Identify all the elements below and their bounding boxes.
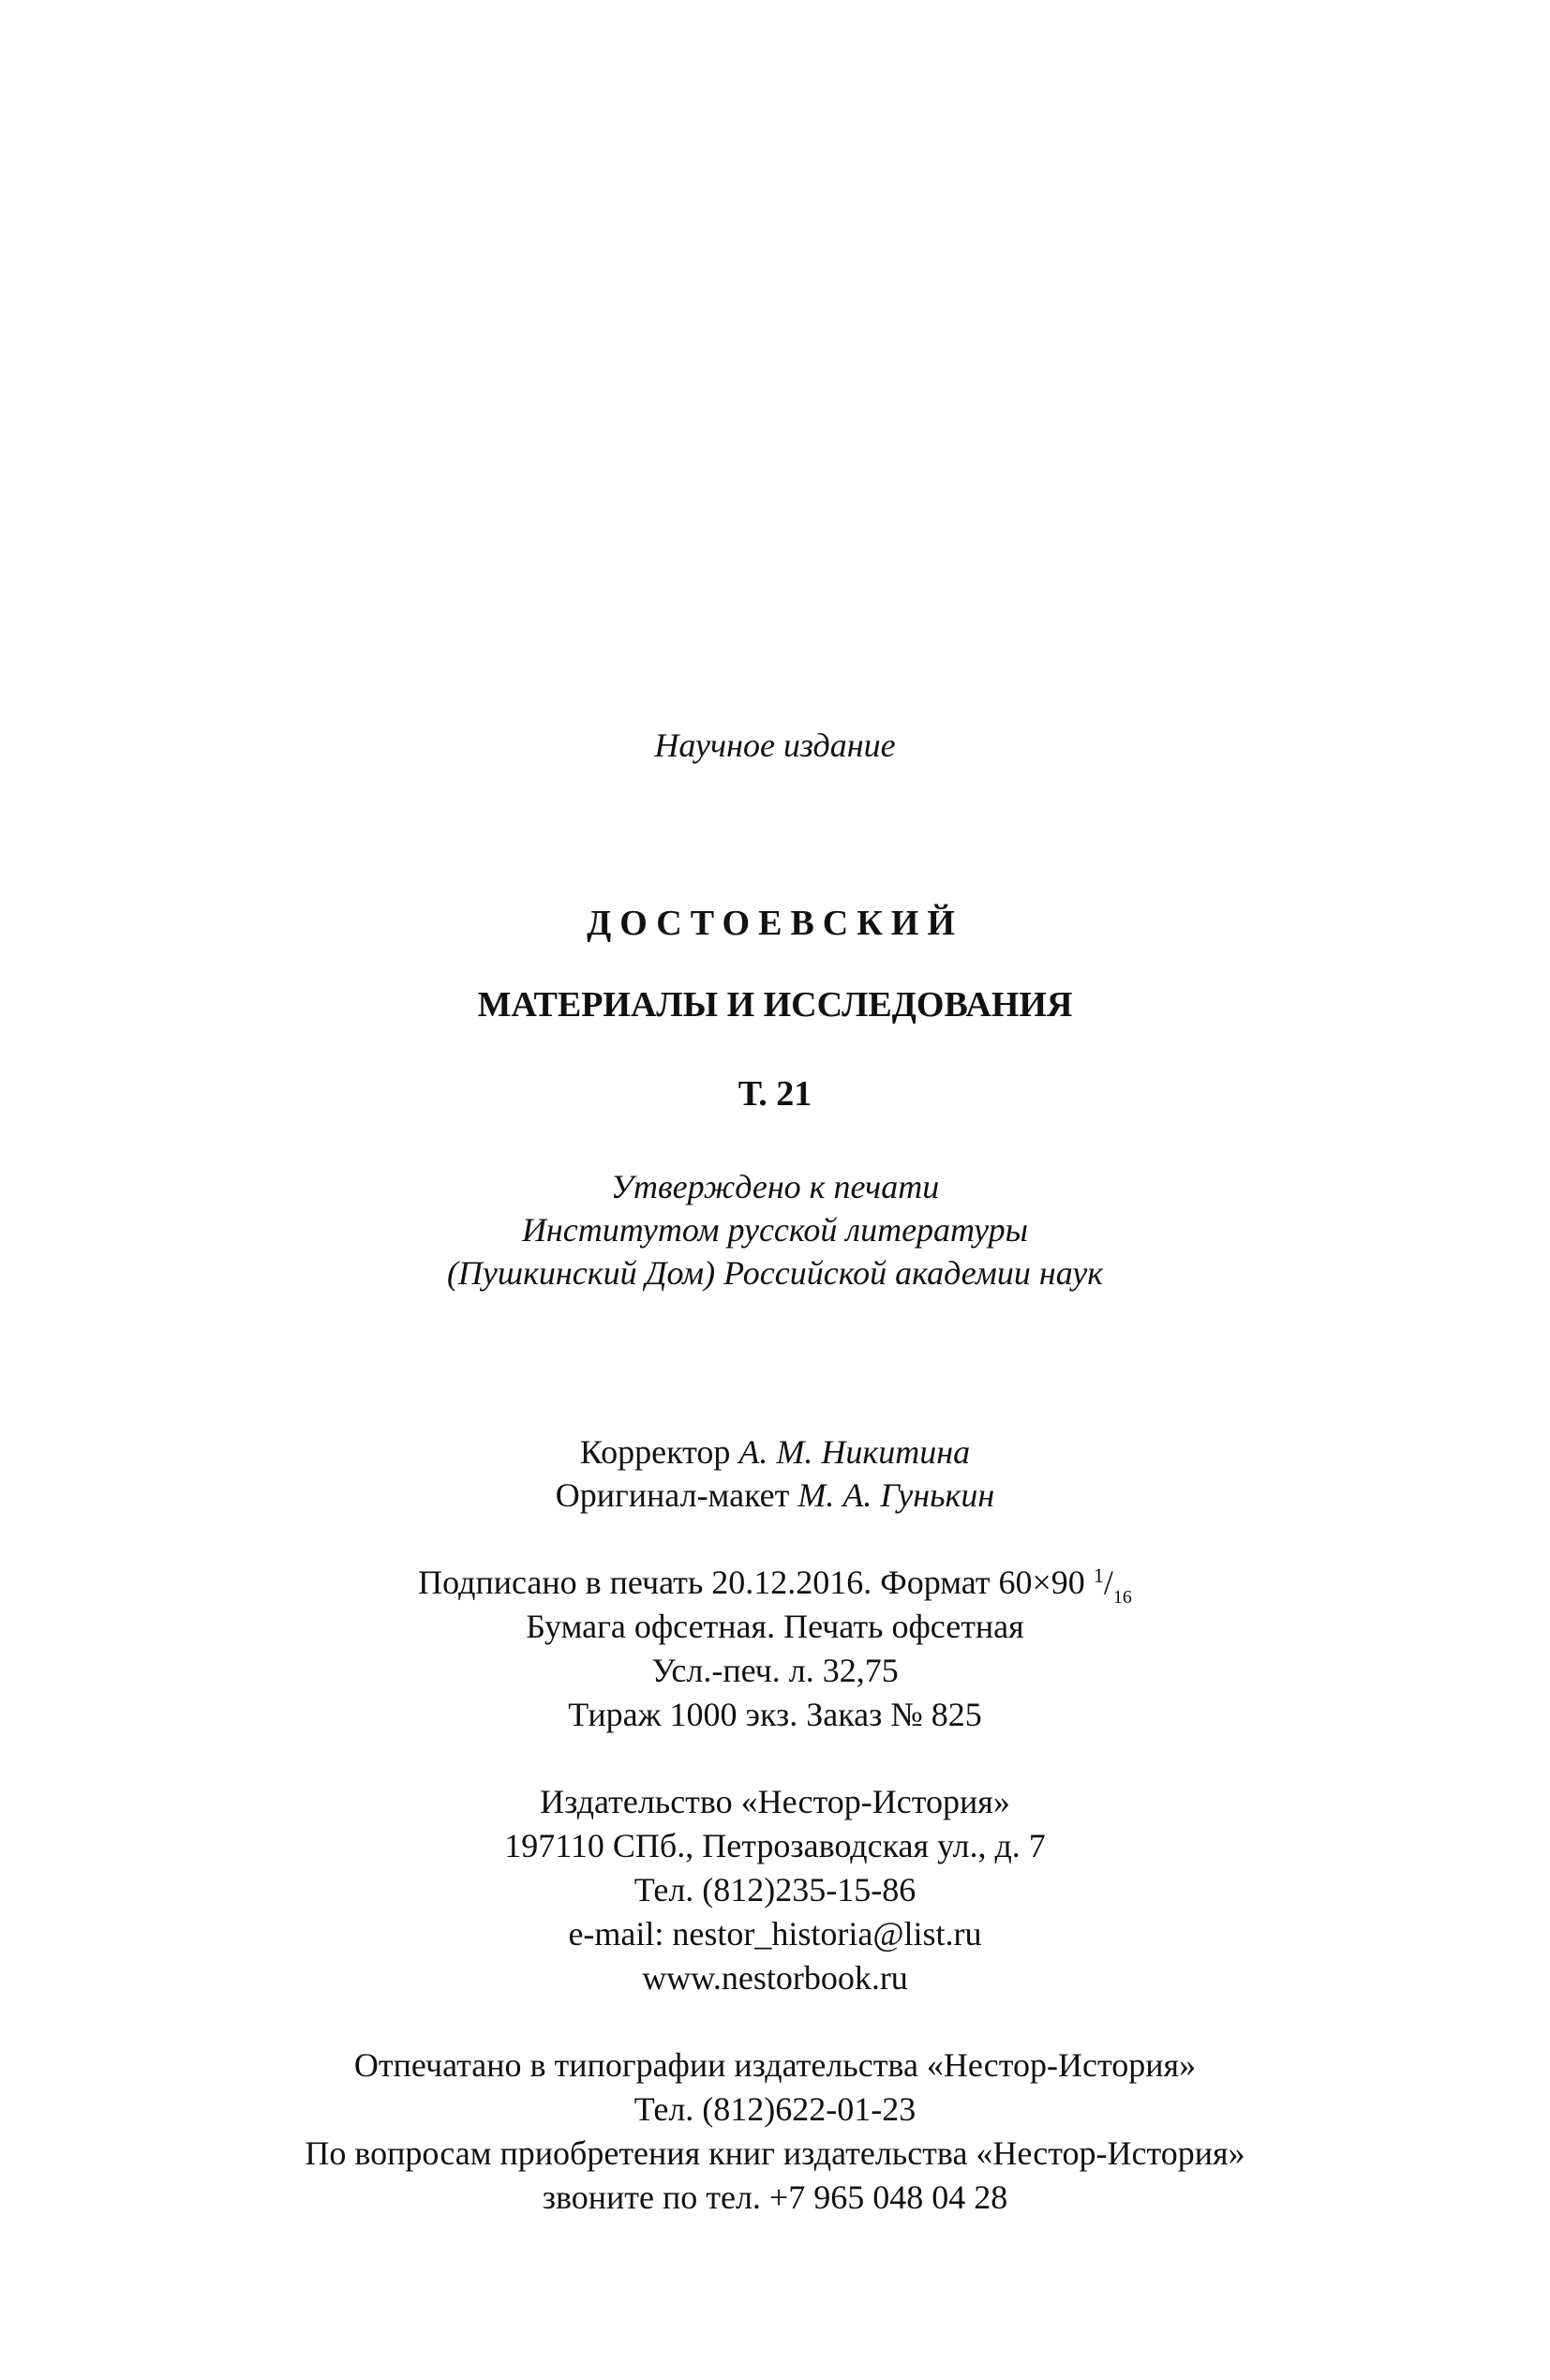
approval-line-1: Утверждено к печати <box>610 1168 940 1205</box>
printing-phone: Тел. (812)622-01-23 <box>633 2090 917 2128</box>
layout-label: Оригинал-макет <box>555 1476 790 1514</box>
publisher-name: Издательство «Нестор-История» <box>540 1783 1010 1820</box>
author-title: ДОСТОЕВСКИЙ <box>587 904 963 943</box>
series-title: МАТЕРИАЛЫ И ИССЛЕДОВАНИЯ <box>477 985 1073 1025</box>
format-numerator: 1 <box>1093 1564 1104 1587</box>
printing-line: Отпечатано в типографии издательства «Нестор-История» <box>353 2046 1197 2084</box>
publisher-website: www.nestorbook.ru <box>642 1959 908 1997</box>
approval-line-3: (Пушкинский Дом) Российской академии наук <box>446 1254 1104 1292</box>
publisher-email: e-mail: nestor_historia@list.ru <box>568 1915 982 1953</box>
volume-number: Т. 21 <box>738 1074 812 1114</box>
edition-type: Научное издание <box>654 726 896 764</box>
inquiries-line: По вопросам приобретения книг издательства «Нестор-История» <box>305 2134 1245 2172</box>
call-line: звоните по тел. +7 965 048 04 28 <box>542 2178 1008 2216</box>
format-slash: / <box>1103 1564 1113 1601</box>
proofreader-label: Корректор <box>579 1433 731 1471</box>
publisher-phone: Тел. (812)235-15-86 <box>633 1871 917 1908</box>
signed-format-text: Подписано в печать 20.12.2016. Формат 60×90 <box>418 1564 1085 1601</box>
paper-line: Бумага офсетная. Печать офсетная <box>526 1608 1024 1645</box>
sheets-line: Усл.-печ. л. 32,75 <box>651 1652 899 1689</box>
signed-format-line <box>0 1564 1550 1608</box>
circulation-line: Тираж 1000 экз. Заказ № 825 <box>568 1696 982 1733</box>
publisher-address: 197110 СПб., Петрозаводская ул., д. 7 <box>504 1827 1046 1864</box>
format-fraction <box>1093 1564 1132 1608</box>
format-denominator: 16 <box>1112 1587 1132 1608</box>
layout-name: М. А. Гунькин <box>797 1476 995 1514</box>
approval-line-2: Институтом русской литературы <box>521 1211 1029 1249</box>
proofreader-line <box>0 1435 1550 1469</box>
layout-line <box>0 1478 1550 1512</box>
proofreader-name: А. М. Никитина <box>738 1433 971 1471</box>
